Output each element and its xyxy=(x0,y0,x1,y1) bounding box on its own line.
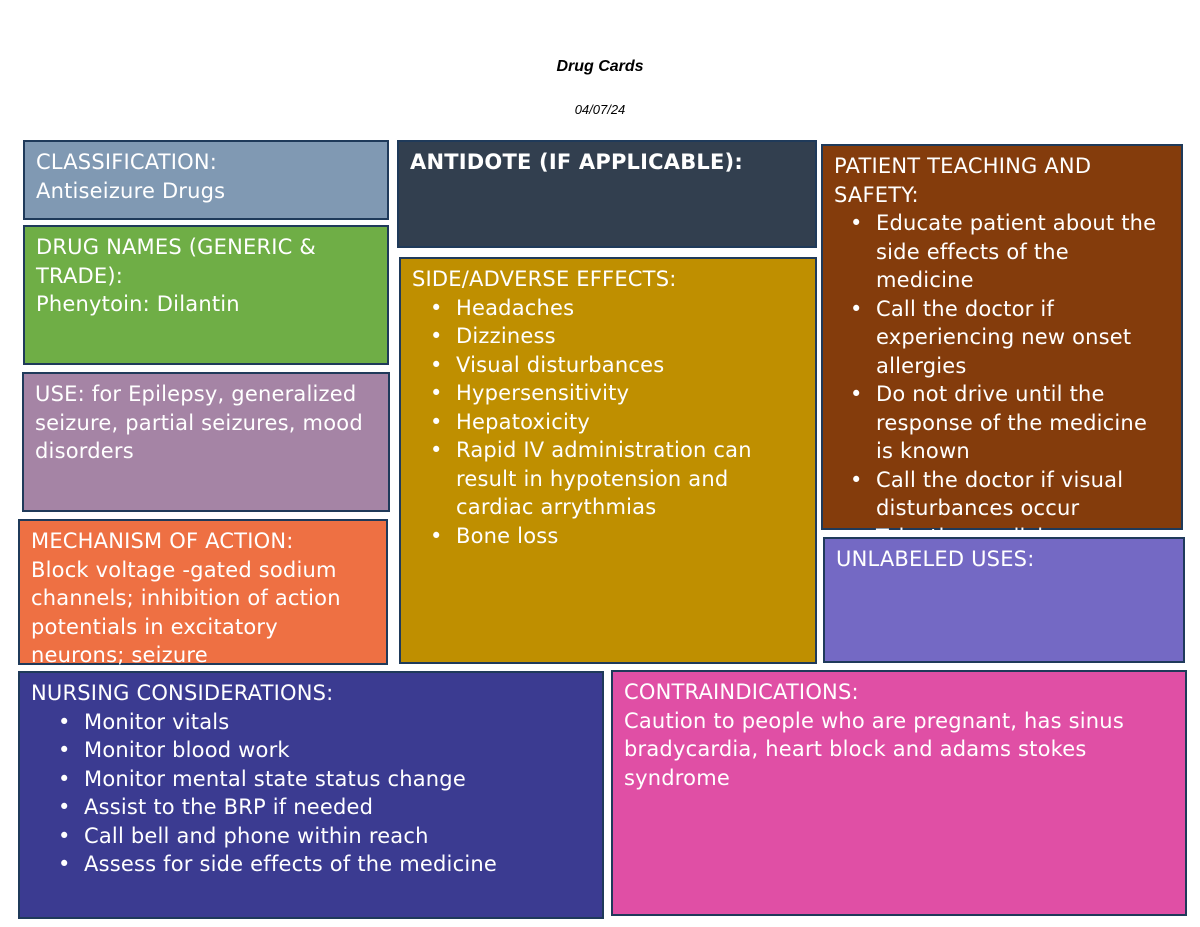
list-item: • Call the doctor if visual disturbances occur xyxy=(876,466,1171,523)
nursing-heading: NURSING CONSIDERATIONS: xyxy=(31,681,334,705)
list-item: • Hepatoxicity xyxy=(456,408,805,437)
list-item: • Call bell and phone within reach xyxy=(84,822,592,851)
list-item: • Call the doctor if experiencing new onset allergies xyxy=(876,295,1171,381)
mechanism-text: Block voltage -gated sodium channels; inhibition of action potentials in excitatory neurons; seizure xyxy=(31,557,341,667)
nursing-list xyxy=(31,708,592,879)
patient-teaching-card xyxy=(821,144,1183,530)
mechanism-card xyxy=(18,519,388,665)
list-item: • Do not drive until the response of the medicine is known xyxy=(876,380,1171,466)
list-item: • Bone loss xyxy=(456,522,805,551)
contraindications-card xyxy=(611,670,1187,916)
classification-card xyxy=(23,140,389,220)
list-item: • Hypersensitivity xyxy=(456,379,805,408)
list-item: • Headaches xyxy=(456,294,805,323)
side-effects-heading: SIDE/ADVERSE EFFECTS: xyxy=(412,267,677,291)
drug-names-value: Phenytoin: Dilantin xyxy=(36,292,240,316)
classification-heading: CLASSIFICATION: xyxy=(36,150,218,174)
list-item: • Dizziness xyxy=(456,322,805,351)
contraindications-heading: CONTRAINDICATIONS: xyxy=(624,680,859,704)
list-item: • Monitor blood work xyxy=(84,736,592,765)
unlabeled-uses-heading: UNLABELED USES: xyxy=(836,547,1035,571)
nursing-considerations-card xyxy=(18,671,604,919)
patient-teaching-list xyxy=(834,209,1171,551)
list-item: • Monitor vitals xyxy=(84,708,592,737)
list-item: • Assess for side effects of the medicine xyxy=(84,850,592,879)
mechanism-heading: MECHANISM OF ACTION: xyxy=(31,529,294,553)
document-date: 04/07/24 xyxy=(574,102,626,117)
list-item: • Educate patient about the side effects of the medicine xyxy=(876,209,1171,295)
list-item: • Visual disturbances xyxy=(456,351,805,380)
patient-teaching-heading: PATIENT TEACHING AND SAFETY: xyxy=(834,154,1092,207)
list-item: • Assist to the BRP if needed xyxy=(84,793,592,822)
antidote-card xyxy=(397,140,817,248)
classification-value: Antiseizure Drugs xyxy=(36,178,226,203)
list-item: • Monitor mental state status change xyxy=(84,765,592,794)
side-effects-card xyxy=(399,257,817,664)
document-title: Drug Cards xyxy=(556,58,644,75)
drug-names-card xyxy=(23,225,389,365)
use-card xyxy=(22,372,390,512)
list-item: • Rapid IV administration can result in hypotension and cardiac arrythmias xyxy=(456,436,805,522)
unlabeled-uses-card xyxy=(823,537,1185,663)
contraindications-text: Caution to people who are pregnant, has sinus bradycardia, heart block and adams stokes syndrome xyxy=(624,708,1124,790)
antidote-heading: ANTIDOTE (IF APPLICABLE): xyxy=(410,150,743,174)
drug-names-heading: DRUG NAMES (GENERIC & TRADE): xyxy=(36,235,316,288)
side-effects-list xyxy=(412,294,805,551)
use-text: USE: for Epilepsy, generalized seizure, partial seizures, mood disorders xyxy=(35,382,363,463)
